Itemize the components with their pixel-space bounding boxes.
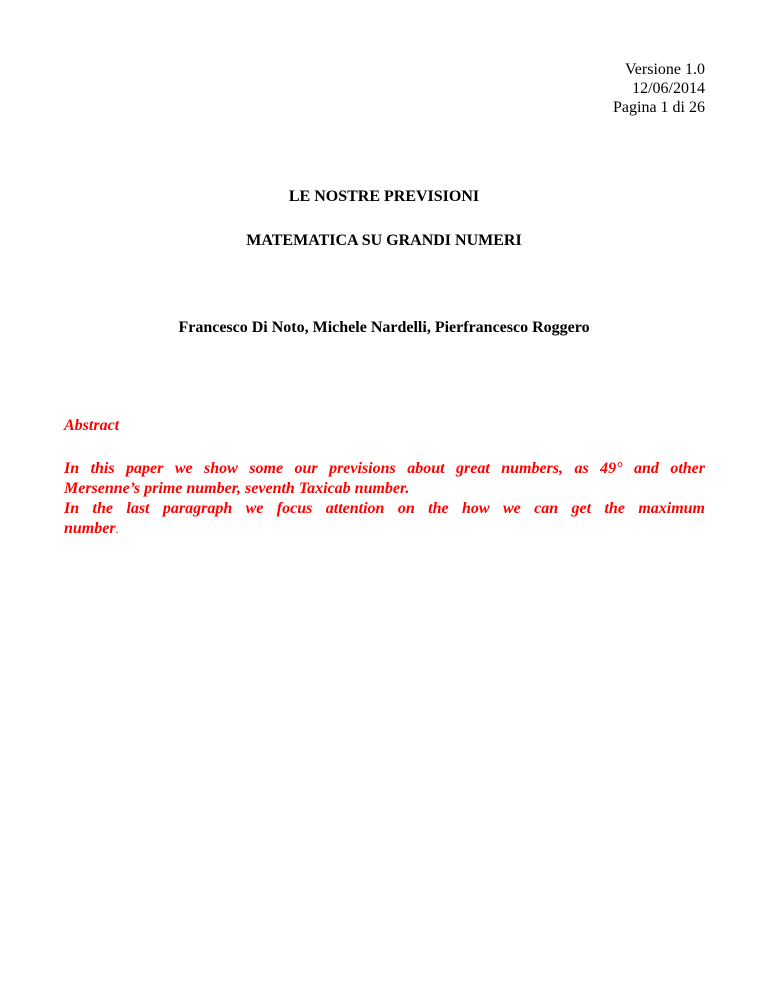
abstract-line-4: [64, 519, 705, 539]
abstract-line-4-period: .: [115, 522, 119, 536]
abstract-text: [64, 459, 705, 539]
document-metadata: [613, 60, 705, 117]
abstract-line-1: In this paper we show some our previsions about great numbers, as 49° and other: [64, 460, 705, 477]
document-subtitle: MATEMATICA SU GRANDI NUMERI: [246, 232, 522, 249]
abstract-heading: Abstract: [64, 417, 120, 434]
version-label: Versione 1.0: [625, 61, 705, 78]
abstract-line-2: Mersenne’s prime number, seventh Taxicab number.: [64, 480, 410, 497]
authors-line: Francesco Di Noto, Michele Nardelli, Pierfrancesco Roggero: [178, 319, 590, 336]
abstract-line-4-text: number: [64, 520, 116, 537]
abstract-line-3: In the last paragraph we focus attention on the how we can get the maximum: [64, 500, 705, 517]
document-title: LE NOSTRE PREVISIONI: [288, 188, 480, 205]
page-number-label: Pagina 1 di 26: [613, 99, 705, 116]
date-label: 12/06/2014: [632, 80, 705, 97]
